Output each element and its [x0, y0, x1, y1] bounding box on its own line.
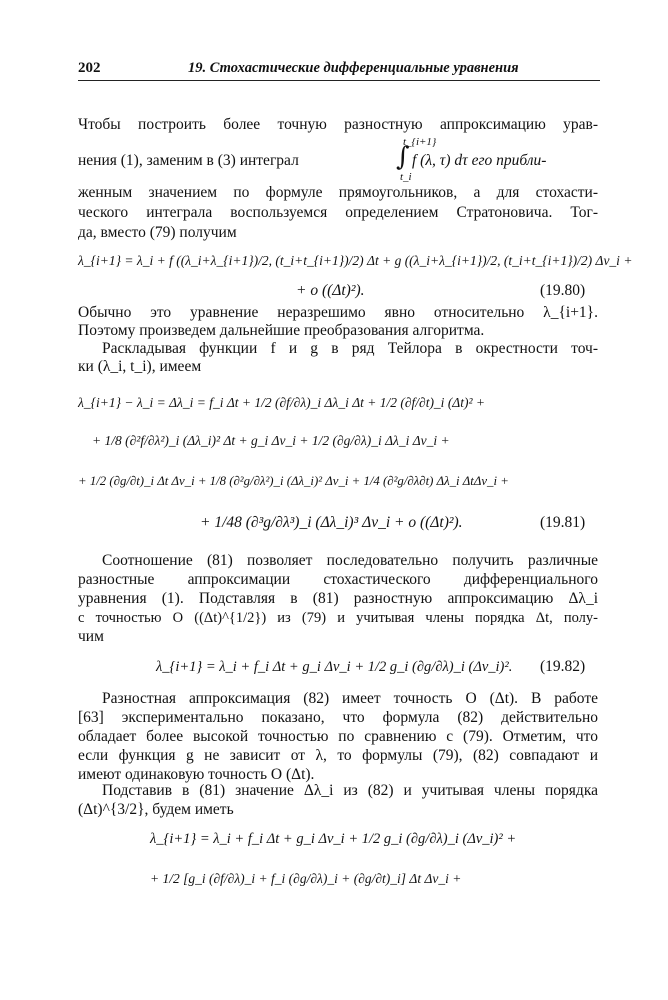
- paragraph-line: f (λ, τ) dτ его прибли-: [412, 152, 547, 169]
- equation-number: (19.80): [540, 282, 586, 299]
- paragraph-line: Поэтому произведем дальнейшие преобразования алгоритма.: [78, 322, 485, 339]
- paragraph-line: ки (λ_i, t_i), имеем: [78, 358, 202, 375]
- equation-19-81-line1: λ_{i+1} − λ_i = Δλ_i = f_i Δt + 1/2 (∂f/∂λ)_i Δλ_i Δt + 1/2 (∂f/∂t)_i (Δt)² +: [78, 395, 486, 410]
- paragraph-line: Подставив в (81) значение Δλ_i из (82) и учитывая члены порядка: [102, 782, 598, 799]
- paragraph-line: уравнения (1). Подставляя в (81) разностную аппроксимацию Δλ_i: [78, 590, 598, 607]
- equation-19-80-line2: + o ((Δt)²).: [296, 282, 365, 299]
- equation-19-83-line2: + 1/2 [g_i (∂f/∂λ)_i + f_i (∂g/∂λ)_i + (∂g/∂t)_i] Δt Δv_i +: [150, 871, 462, 886]
- equation-19-81-line4: + 1/48 (∂³g/∂λ³)_i (Δλ_i)³ Δv_i + o ((Δt)²).: [200, 514, 463, 531]
- equation-number: (19.81): [540, 514, 586, 531]
- integral-sign-icon: ∫: [396, 142, 410, 172]
- paragraph-line: Чтобы построить более точную разностную аппроксимацию урав-: [78, 116, 598, 133]
- equation-19-80-line1: λ_{i+1} = λ_i + f ((λ_i+λ_{i+1})/2, (t_i+t_{i+1})/2) Δt + g ((λ_i+λ_{i+1})/2, (t_i+t_{i+1})/2) Δv_i +: [78, 253, 633, 268]
- integral-lower-limit: t_i: [400, 171, 412, 183]
- running-header: [78, 58, 600, 81]
- paragraph-line: Раскладывая функции f и g в ряд Тейлора в окрестности точ-: [102, 340, 598, 357]
- paragraph-line: чим: [78, 628, 104, 645]
- paragraph-line: разностные аппроксимации стохастического дифференциального: [78, 571, 598, 588]
- paragraph-line: нения (1), заменим в (3) интеграл: [78, 152, 299, 169]
- equation-19-83-line1: λ_{i+1} = λ_i + f_i Δt + g_i Δv_i + 1/2 g_i (∂g/∂λ)_i (Δv_i)² +: [150, 831, 517, 847]
- paragraph-line: Обычно это уравнение неразрешимо явно относительно λ_{i+1}.: [78, 304, 598, 321]
- equation-19-82: λ_{i+1} = λ_i + f_i Δt + g_i Δv_i + 1/2 g_i (∂g/∂λ)_i (Δv_i)².: [156, 659, 513, 675]
- paragraph-line: Соотношение (81) позволяет последовательно получить различные: [102, 552, 598, 569]
- paragraph-line: да, вместо (79) получим: [78, 224, 237, 241]
- paragraph-line: [63] экспериментально показано, что формула (82) действительно: [78, 709, 598, 726]
- paragraph-line: ческого интеграла воспользуемся определением Стратоновича. Тог-: [78, 204, 598, 221]
- paragraph-line: обладает более высокой точностью по сравнению с (79). Отметим, что: [78, 728, 598, 745]
- page-number: 202: [78, 60, 101, 76]
- equation-19-81-line3: + 1/2 (∂g/∂t)_i Δt Δv_i + 1/8 (∂²g/∂λ²)_i (Δλ_i)² Δv_i + 1/4 (∂²g/∂λ∂t) Δλ_i ΔtΔv_i +: [78, 474, 509, 488]
- paragraph-line: имеют одинаковую точность O (Δt).: [78, 766, 315, 783]
- paragraph-line: с точностью O ((Δt)^{1/2}) из (79) и учитывая члены порядка Δt, полу-: [78, 610, 598, 626]
- integral-upper-limit: t_{i+1}: [403, 136, 437, 148]
- equation-19-81-line2: + 1/8 (∂²f/∂λ²)_i (Δλ_i)² Δt + g_i Δv_i + 1/2 (∂g/∂λ)_i Δλ_i Δv_i +: [92, 433, 450, 448]
- paragraph-line: (Δt)^{3/2}, будем иметь: [78, 801, 234, 818]
- running-title: 19. Стохастические дифференциальные уравнения: [188, 60, 519, 76]
- paragraph-line: Разностная аппроксимация (82) имеет точность O (Δt). В работе: [102, 690, 598, 707]
- paragraph-line: если функция g не зависит от λ, то формулы (79), (82) совпадают и: [78, 747, 598, 764]
- paragraph-line: женным значением по формуле прямоугольников, а для стохасти-: [78, 184, 598, 201]
- equation-number: (19.82): [540, 658, 586, 675]
